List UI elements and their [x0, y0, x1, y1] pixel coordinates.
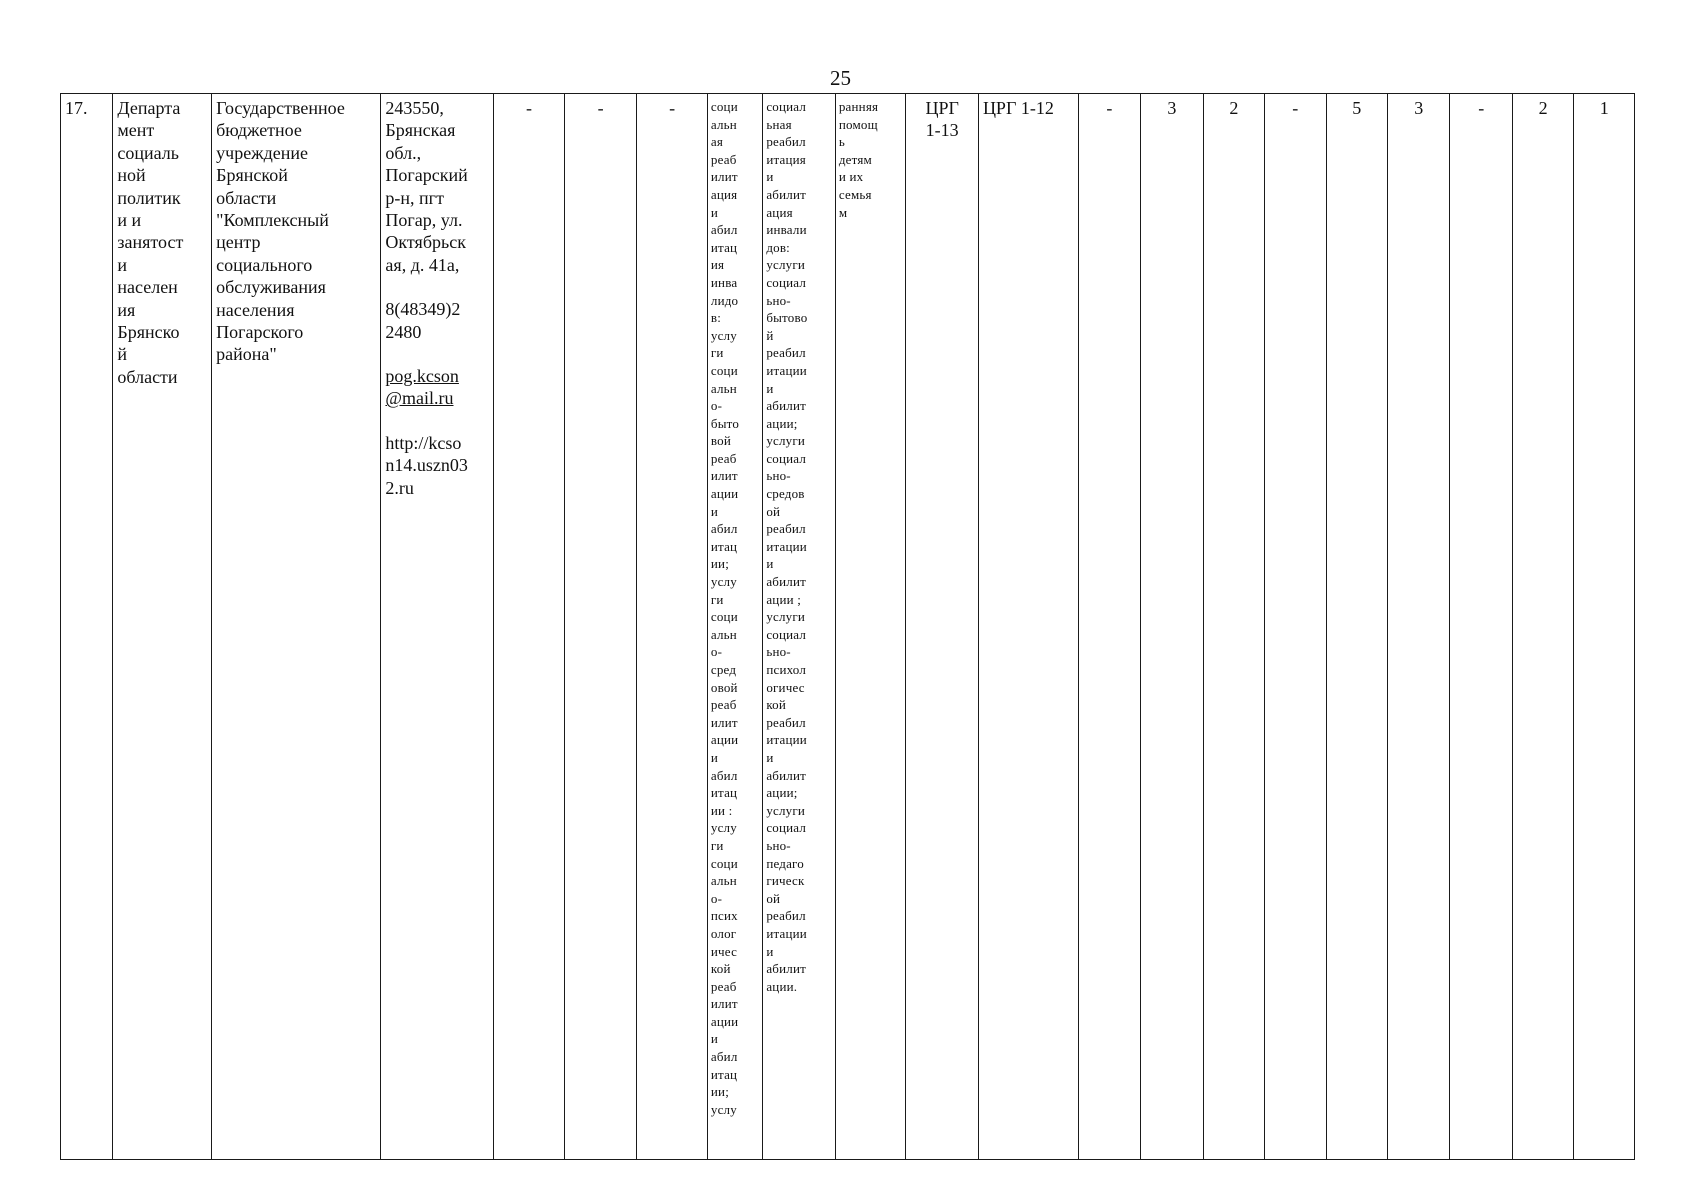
rehabilitation-services-detail-cell: социал ьная реабил итация и абилит ация инвали дов: услуги социал ьно- бытово й реабил итации и абилит ации; услуги социал ьно- средов ой реабил итации и абилит ации ; услуги социал ьно- психол огичес кой реабил итации и абилит ации; услуги социал ьно- педаго гическ ой реабил итации и абилит ации. [763, 94, 836, 1160]
contacts-cell [381, 94, 494, 1160]
website-link[interactable]: http://kcso n14.uszn03 2.ru [385, 432, 468, 498]
early-help-cell: ранняя помощ ь детям и их семья м [835, 94, 906, 1160]
email-link[interactable]: pog.kcson @mail.ru [385, 366, 459, 409]
value-cell: - [1078, 94, 1140, 1160]
dash-cell: - [494, 94, 565, 1160]
page-number: 25 [830, 66, 851, 90]
value-cell: 5 [1326, 94, 1387, 1160]
value-cell: 2 [1203, 94, 1264, 1160]
organizations-table [60, 93, 1635, 1160]
rehabilitation-services-cell: соци альн ая реаб илит ация и абил итац ия инва лидо в: услу ги соци альн о- быто вой реаб илит ации и абил итац ии; услу ги соци альн о- сред овой реаб илит ации и абил итац ии : услу ги соци альн о- псих олог ичес кой реаб илит ации и абил итац ии; услу [707, 94, 762, 1160]
phone-text: 8(48349)2 2480 [385, 299, 461, 342]
table-row [61, 94, 1635, 1160]
address-text: 243550, Брянская обл., Погарский р-н, пгт Погар, ул. Октябрьск ая, д. 41а, [385, 98, 468, 275]
institution-cell: Государственное бюджетное учреждение Брянской области "Комплексный центр социального обслуживания населения Погарского района" [212, 94, 381, 1160]
value-cell: 1 [1574, 94, 1635, 1160]
dash-cell: - [637, 94, 708, 1160]
crg-cell: ЦРГ 1-13 [906, 94, 979, 1160]
value-cell: 3 [1387, 94, 1449, 1160]
row-number-cell: 17. [61, 94, 113, 1160]
crg-range-cell: ЦРГ 1-12 [978, 94, 1078, 1160]
value-cell: - [1450, 94, 1512, 1160]
value-cell: 3 [1141, 94, 1203, 1160]
department-cell: Департа мент социаль ной политик и и занятост и населен ия Брянско й области [113, 94, 212, 1160]
dash-cell: - [564, 94, 637, 1160]
value-cell: 2 [1512, 94, 1573, 1160]
value-cell: - [1265, 94, 1326, 1160]
